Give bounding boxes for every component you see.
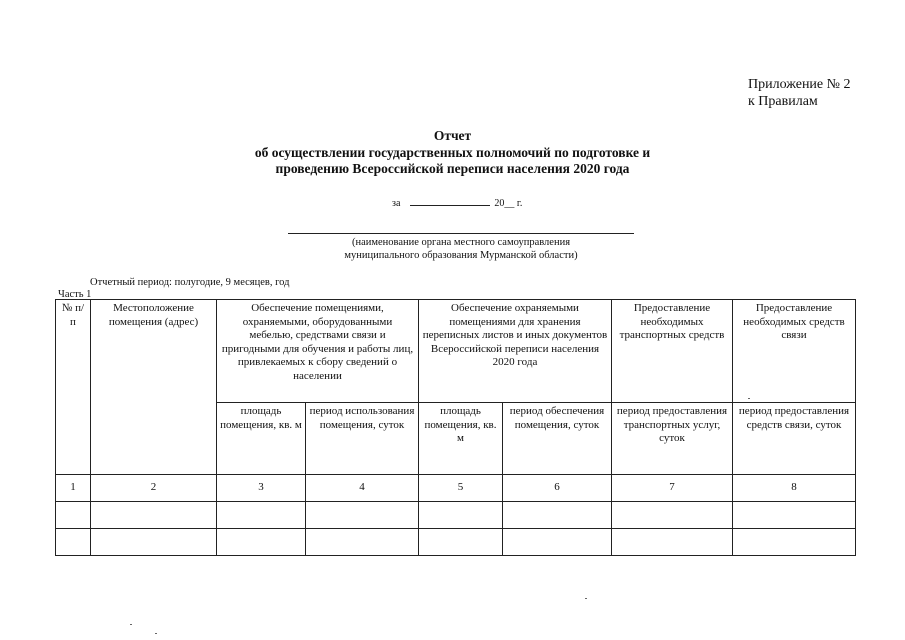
column-number: 8: [733, 475, 856, 502]
header-communication: Предоставление необходимых средств связи: [733, 300, 856, 403]
appendix-label: [748, 76, 851, 110]
table-cell[interactable]: [91, 529, 217, 556]
table-cell[interactable]: [306, 502, 419, 529]
appendix-rules: к Правилам: [748, 94, 818, 109]
subheader-area-1: площадь помещения, кв. м: [217, 403, 306, 475]
header-num: № п/п: [56, 300, 91, 475]
header-storage-premises: Обеспечение охраняемыми помещениями для хранения переписных листов и иных документов Всероссийской переписи населения 2020 года: [419, 300, 612, 403]
title-heading: Отчет: [433, 128, 472, 143]
date-blank-field[interactable]: [410, 196, 490, 206]
subheader-communication-period: период предоставления средств связи, суток: [733, 403, 856, 475]
date-prefix: за: [392, 198, 401, 209]
table-row: [56, 502, 856, 529]
table-cell[interactable]: [503, 502, 612, 529]
table-cell[interactable]: [419, 502, 503, 529]
table-cell[interactable]: [306, 529, 419, 556]
table-cell[interactable]: [217, 529, 306, 556]
report-date-line: [392, 196, 522, 209]
part-label: Часть 1: [58, 289, 92, 300]
column-number: 6: [503, 475, 612, 502]
table-row: [56, 529, 856, 556]
table-cell[interactable]: [91, 502, 217, 529]
table-cell[interactable]: [503, 529, 612, 556]
table-cell[interactable]: [733, 502, 856, 529]
date-year: 20__ г.: [494, 198, 523, 209]
column-number: 2: [91, 475, 217, 502]
document-title: [0, 128, 905, 178]
table-cell[interactable]: [56, 502, 91, 529]
column-number-row: [56, 475, 856, 502]
table-cell[interactable]: [56, 529, 91, 556]
table-cell[interactable]: [217, 502, 306, 529]
title-line-1: об осуществлении государственных полномочий по подготовке и: [254, 144, 651, 160]
org-name-field[interactable]: [288, 233, 634, 234]
scan-speck: [130, 624, 132, 625]
subheader-transport-period: период предоставления транспортных услуг, суток: [612, 403, 733, 475]
subheader-area-2: площадь помещения, кв. м: [419, 403, 503, 475]
table-cell[interactable]: [733, 529, 856, 556]
column-number: 4: [306, 475, 419, 502]
scan-speck: [748, 398, 750, 399]
table-cell[interactable]: [419, 529, 503, 556]
scan-speck: [155, 633, 157, 634]
column-number: 7: [612, 475, 733, 502]
table-cell[interactable]: [612, 502, 733, 529]
header-row-1: [56, 300, 856, 403]
column-number: 5: [419, 475, 503, 502]
column-number: 1: [56, 475, 91, 502]
header-furnished-premises: Обеспечение помещениями, охраняемыми, оборудованными мебелью, средствами связи и пригодными для обучения и работы лиц, привлекаемых к сбору сведений о населении: [217, 300, 419, 403]
appendix-number: Приложение № 2: [748, 77, 851, 92]
title-line-2: проведению Всероссийской переписи населения 2020 года: [275, 161, 630, 176]
org-name-caption: [288, 236, 634, 262]
header-location: Местоположение помещения (адрес): [91, 300, 217, 475]
table-cell[interactable]: [612, 529, 733, 556]
org-caption-line-1: (наименование органа местного самоуправления: [351, 237, 571, 248]
subheader-provision-period: период обеспечения помещения, суток: [503, 403, 612, 475]
scan-speck: [585, 598, 587, 599]
subheader-usage-period: период использования помещения, суток: [306, 403, 419, 475]
report-period: Отчетный период: полугодие, 9 месяцев, год: [90, 277, 290, 288]
column-number: 3: [217, 475, 306, 502]
report-table: [55, 299, 856, 556]
header-transport: Предоставление необходимых транспортных средств: [612, 300, 733, 403]
org-caption-line-2: муниципального образования Мурманской области): [344, 250, 578, 261]
